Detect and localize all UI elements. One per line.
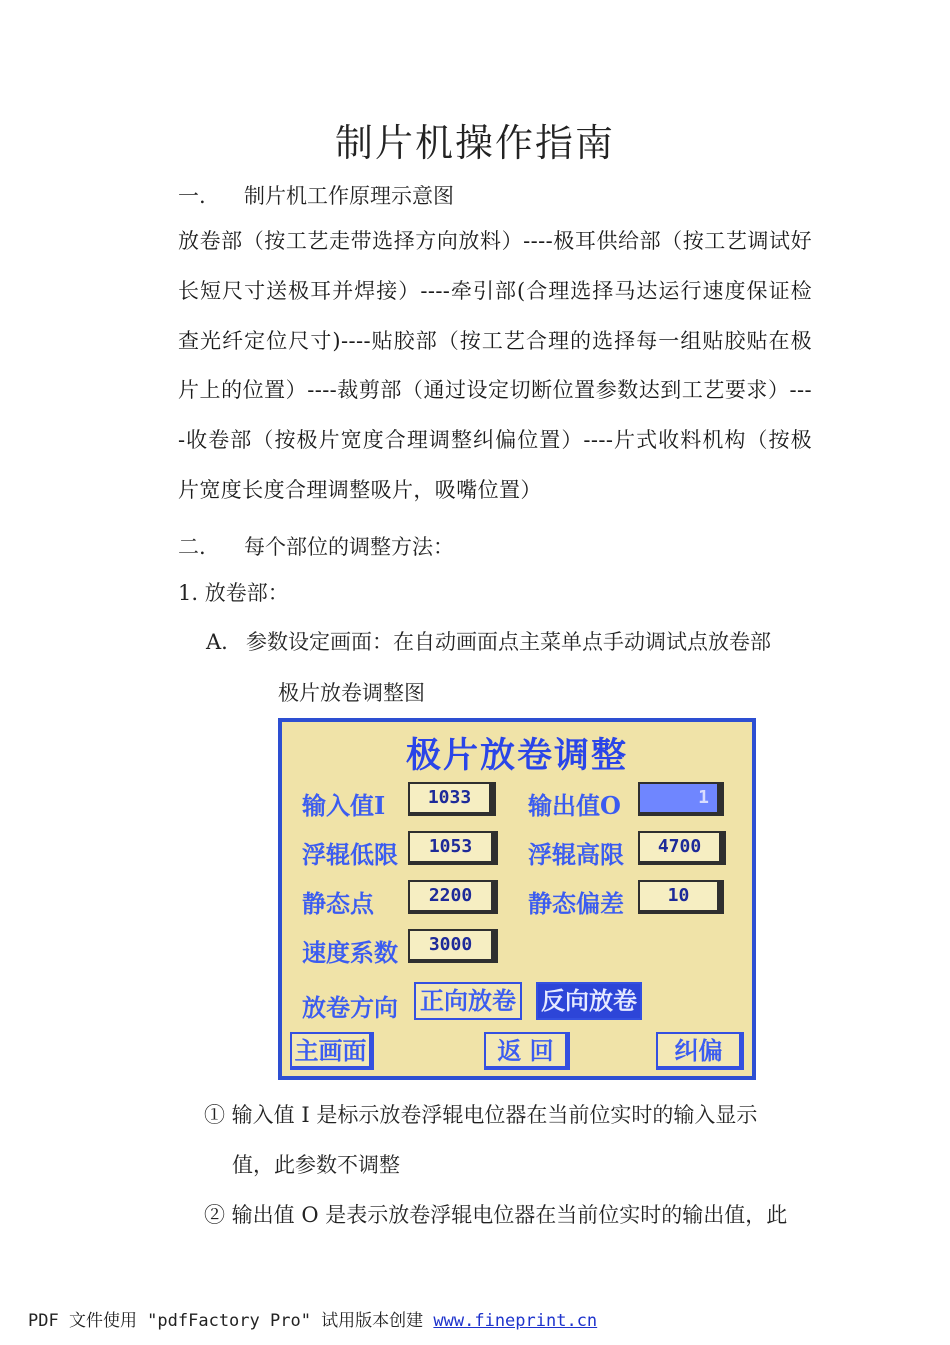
- static-point-input[interactable]: 2200: [408, 880, 498, 914]
- float-low-label: 浮辊低限: [302, 840, 398, 869]
- section-2-title: 每个部位的调整方法：: [244, 535, 454, 559]
- unwind-direction-label: 放卷方向: [302, 993, 398, 1022]
- float-low-input[interactable]: 1053: [408, 831, 498, 865]
- input-value-display: 1033: [408, 782, 496, 816]
- item-a-label: A.: [206, 630, 228, 654]
- pdf-footer: [28, 1306, 597, 1331]
- speed-coefficient-input[interactable]: 3000: [408, 929, 498, 963]
- float-high-input[interactable]: 4700: [638, 831, 726, 865]
- item-1-heading: 1. 放卷部：: [178, 581, 289, 605]
- note-2-line-1: ② 输出值 O 是表示放卷浮辊电位器在当前位实时的输出值，此: [204, 1203, 788, 1227]
- output-value-label: 输出值O: [528, 791, 621, 820]
- note-1-line-1: ① 输入值 I 是标示放卷浮辊电位器在当前位实时的输入显示: [204, 1103, 758, 1127]
- item-a: [206, 626, 771, 656]
- section-2-number: 二.: [178, 535, 206, 559]
- note-1-line-2: 值，此参数不调整: [232, 1153, 400, 1177]
- float-high-label: 浮辊高限: [528, 840, 624, 869]
- output-value-display: 1: [638, 782, 724, 816]
- document-title: 制片机操作指南: [334, 121, 615, 165]
- main-screen-button[interactable]: 主画面: [290, 1032, 374, 1070]
- section-1-heading: [178, 180, 454, 210]
- speed-coefficient-label: 速度系数: [302, 938, 398, 967]
- footer-text: PDF 文件使用 "pdfFactory Pro" 试用版本创建: [28, 1311, 434, 1331]
- footer-link[interactable]: www.fineprint.cn: [433, 1311, 598, 1331]
- section-1-title: 制片机工作原理示意图: [244, 184, 454, 208]
- back-button[interactable]: 返 回: [484, 1032, 570, 1070]
- section-1-paragraph: 放卷部（按工艺走带选择方向放料）----极耳供给部（按工艺调试好长短尺寸送极耳并焊接）----牵引部(合理选择马达运行速度保证检查光纤定位尺寸)----贴胶部（按工艺合理的选择每一组贴胶贴在极片上的位置）----裁剪部（通过设定切断位置参数达到工艺要求）----收卷部（按极片宽度合理调整纠偏位置）----片式收料机构（按极片宽度长度合理调整吸片，吸嘴位置）: [178, 229, 812, 502]
- hmi-title: 极片放卷调整: [405, 735, 628, 776]
- hmi-screen-photo: [278, 718, 756, 1080]
- static-deviation-input[interactable]: 10: [638, 880, 724, 914]
- reverse-unwind-button[interactable]: 反向放卷: [536, 982, 642, 1020]
- forward-unwind-button[interactable]: 正向放卷: [414, 982, 522, 1020]
- section-2-heading: [178, 531, 454, 561]
- static-point-label: 静态点: [302, 889, 374, 918]
- input-value-label: 输入值I: [302, 791, 386, 820]
- static-deviation-label: 静态偏差: [528, 889, 624, 918]
- section-1-number: 一.: [178, 184, 206, 208]
- correction-button[interactable]: 纠偏: [656, 1032, 744, 1070]
- item-a-text: 参数设定画面：在自动画面点主菜单点手动调试点放卷部: [246, 630, 771, 654]
- figure-caption: 极片放卷调整图: [278, 681, 425, 705]
